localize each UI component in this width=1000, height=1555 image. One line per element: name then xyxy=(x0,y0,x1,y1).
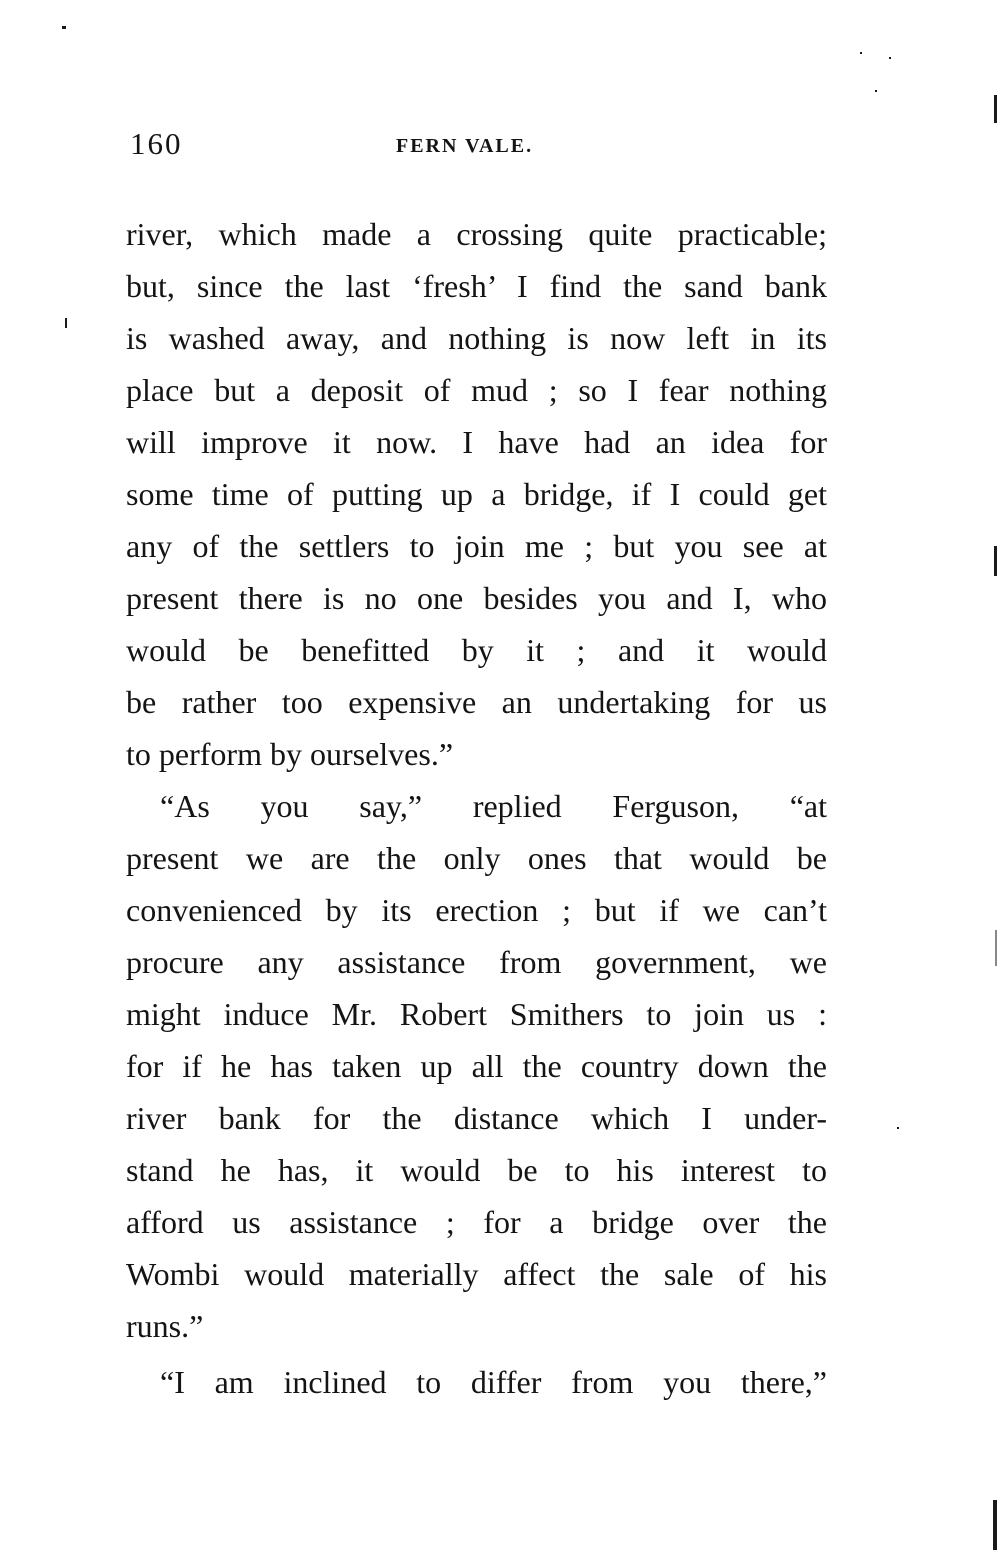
edge-shadow xyxy=(994,546,997,576)
scan-speck xyxy=(65,318,67,328)
text-line: “I am inclined to differ from you there,” xyxy=(160,1364,827,1400)
text-line: is washed away, and nothing is now left in its xyxy=(126,320,827,356)
text-line: present we are the only ones that would be xyxy=(126,840,827,876)
page-number: 160 xyxy=(130,126,183,161)
edge-shadow xyxy=(994,95,997,123)
scan-speck xyxy=(889,57,891,59)
text-line: will improve it now. I have had an idea for xyxy=(126,424,827,460)
text-line: present there is no one besides you and I, who xyxy=(126,580,827,616)
text-line: river, which made a crossing quite practicable; xyxy=(126,216,827,252)
text-line: “As you say,” replied Ferguson, “at xyxy=(160,788,827,824)
text-line: for if he has taken up all the country down the xyxy=(126,1048,827,1084)
edge-shadow xyxy=(993,1500,997,1550)
text-line: procure any assistance from government, we xyxy=(126,944,827,980)
scan-speck xyxy=(860,52,862,54)
edge-shadow xyxy=(995,930,997,966)
text-line: might induce Mr. Robert Smithers to join us : xyxy=(126,996,827,1032)
text-line: but, since the last ‘fresh’ I find the sand bank xyxy=(126,268,827,304)
text-line: river bank for the distance which I under- xyxy=(126,1100,827,1136)
text-line: to perform by ourselves.” xyxy=(126,736,454,772)
text-line: stand he has, it would be to his interest to xyxy=(126,1152,827,1188)
scan-speck xyxy=(62,26,66,29)
text-line: Wombi would materially affect the sale of his xyxy=(126,1256,827,1292)
text-line: place but a deposit of mud ; so I fear nothing xyxy=(126,372,827,408)
scan-speck xyxy=(897,1127,899,1129)
text-line: any of the settlers to join me ; but you see at xyxy=(126,528,827,564)
text-line: runs.” xyxy=(126,1308,204,1344)
scan-speck xyxy=(875,90,877,92)
text-line: afford us assistance ; for a bridge over the xyxy=(126,1204,827,1240)
text-line: would be benefitted by it ; and it would xyxy=(126,632,827,668)
running-head: FERN VALE. xyxy=(396,135,534,157)
text-line: be rather too expensive an undertaking for us xyxy=(126,684,827,720)
text-line: some time of putting up a bridge, if I could get xyxy=(126,476,827,512)
text-line: convenienced by its erection ; but if we can’t xyxy=(126,892,827,928)
